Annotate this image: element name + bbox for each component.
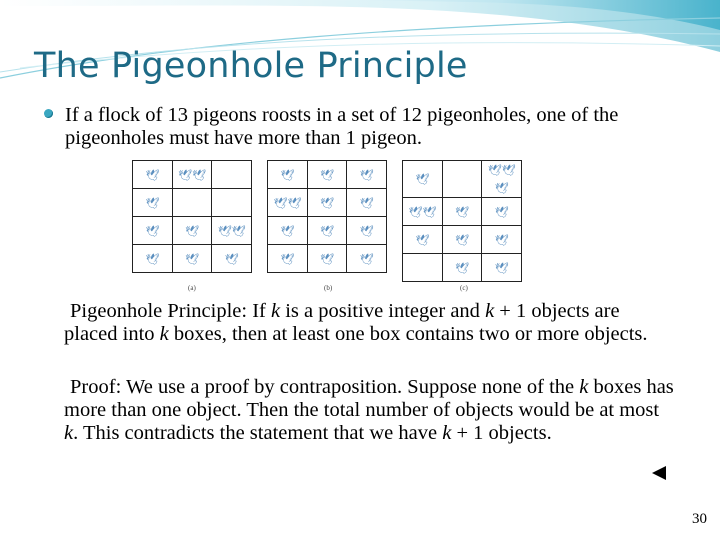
pigeon-icon: 🕊 bbox=[280, 252, 295, 266]
variable-k: k bbox=[442, 422, 452, 444]
grid-row bbox=[268, 189, 387, 217]
pigeon-icon: 🕊 bbox=[185, 252, 199, 266]
pigeonhole-cell bbox=[442, 254, 482, 282]
pigeonhole-cell bbox=[403, 226, 443, 254]
pigeon-icon: 🕊 bbox=[185, 224, 199, 238]
pigeonhole-cell bbox=[482, 161, 522, 198]
pigeonhole-cell bbox=[307, 161, 347, 189]
pigeonhole-cell bbox=[212, 161, 252, 189]
principle-label: Pigeonhole Principle bbox=[70, 300, 242, 322]
principle-text: boxes, then at least one box contains two or more objects. bbox=[168, 323, 648, 345]
pigeonhole-cell bbox=[347, 245, 387, 273]
principle-paragraph bbox=[64, 300, 674, 346]
grid-row bbox=[268, 245, 387, 273]
pigeon-icon: 🕊 bbox=[320, 224, 334, 238]
pigeon-icon: 🕊 bbox=[145, 252, 160, 266]
variable-k: k bbox=[64, 422, 74, 444]
pigeon-icon: 🕊 bbox=[494, 261, 509, 275]
pigeonhole-cell bbox=[133, 161, 173, 189]
pigeon-icon: 🕊 bbox=[494, 205, 509, 219]
pigeonhole-cell bbox=[268, 217, 308, 245]
pigeonhole-cell bbox=[307, 245, 347, 273]
pigeon-icon: 🕊 bbox=[415, 173, 430, 186]
proof-text: . This contradicts the statement that we have bbox=[73, 422, 443, 444]
grid-row bbox=[268, 217, 387, 245]
figure-caption-c: (c) bbox=[460, 284, 468, 292]
grid-row bbox=[133, 217, 252, 245]
variable-k: k bbox=[271, 300, 281, 322]
pigeon-icon: 🕊 bbox=[422, 205, 437, 219]
pigeonhole-grid-b bbox=[267, 160, 387, 273]
principle-text: : If bbox=[241, 300, 271, 322]
pigeonhole-cell bbox=[403, 161, 443, 198]
pigeon-icon: 🕊 bbox=[359, 252, 374, 266]
pigeonhole-cell bbox=[212, 217, 252, 245]
pigeonhole-cell bbox=[482, 198, 522, 226]
pigeon-icon: 🕊 bbox=[145, 196, 160, 210]
pigeonhole-cell bbox=[172, 245, 212, 273]
pigeon-icon: 🕊 bbox=[455, 233, 469, 247]
grid-row bbox=[403, 161, 522, 198]
pigeonhole-cell bbox=[172, 217, 212, 245]
grid-row bbox=[133, 161, 252, 189]
pigeon-icon: 🕊 bbox=[280, 224, 295, 238]
pigeonhole-grid-c bbox=[402, 160, 522, 282]
pigeon-icon: 🕊 bbox=[320, 252, 334, 266]
pigeonhole-cell bbox=[172, 161, 212, 189]
pigeon-icon: 🕊 bbox=[320, 168, 334, 182]
pigeonhole-cell bbox=[268, 161, 308, 189]
bullet-text: If a flock of 13 pigeons roosts in a set of 12 pigeonholes, one of the pigeonholes must have more than 1 pigeon. bbox=[65, 104, 619, 149]
grid-row bbox=[268, 161, 387, 189]
pigeonhole-cell bbox=[442, 161, 482, 198]
pigeonhole-grid-a bbox=[132, 160, 252, 273]
pigeon-icon: 🕊 bbox=[320, 196, 334, 210]
pigeonhole-cell bbox=[268, 189, 308, 217]
pigeonhole-figure bbox=[130, 160, 524, 296]
variable-k: k bbox=[159, 323, 169, 345]
figure-caption-b: (b) bbox=[324, 284, 333, 292]
variable-k: k bbox=[485, 300, 495, 322]
proof-label: Proof bbox=[70, 376, 116, 398]
grid-row bbox=[403, 198, 522, 226]
pigeon-icon: 🕊 bbox=[359, 224, 374, 238]
pigeon-icon: 🕊 bbox=[287, 196, 302, 210]
pigeonhole-cell bbox=[307, 189, 347, 217]
grid-row bbox=[403, 254, 522, 282]
principle-text: + 1 objects are placed into bbox=[64, 300, 620, 345]
grid-row bbox=[133, 245, 252, 273]
pigeonhole-cell bbox=[133, 189, 173, 217]
pigeon-icon: 🕊 bbox=[359, 168, 374, 182]
pigeon-icon: 🕊 bbox=[494, 233, 509, 247]
bullet-icon bbox=[44, 109, 53, 118]
pigeon-icon: 🕊 bbox=[501, 164, 516, 177]
pigeon-icon: 🕊 bbox=[455, 205, 469, 219]
pigeon-icon: 🕊 bbox=[224, 252, 239, 266]
pigeonhole-cell bbox=[268, 245, 308, 273]
pigeonhole-cell bbox=[347, 161, 387, 189]
slide-title: The Pigeonhole Principle bbox=[34, 46, 468, 86]
pigeonhole-cell bbox=[212, 245, 252, 273]
pigeon-icon: 🕊 bbox=[487, 164, 502, 177]
pigeonhole-cell bbox=[403, 198, 443, 226]
slide-number: 30 bbox=[692, 511, 707, 527]
pigeon-icon: 🕊 bbox=[359, 196, 374, 210]
back-arrow-icon[interactable] bbox=[652, 466, 666, 480]
pigeon-icon: 🕊 bbox=[231, 224, 246, 238]
proof-text: boxes has more than one object. Then the total number of objects would be at most bbox=[64, 376, 674, 421]
principle-text: is a positive integer and bbox=[280, 300, 486, 322]
proof-text: + 1 objects. bbox=[451, 422, 552, 444]
pigeonhole-cell bbox=[482, 226, 522, 254]
pigeon-icon: 🕊 bbox=[408, 205, 423, 219]
pigeon-icon: 🕊 bbox=[455, 261, 469, 275]
pigeon-icon: 🕊 bbox=[145, 168, 160, 182]
pigeonhole-cell bbox=[172, 189, 212, 217]
figure-caption-a: (a) bbox=[188, 284, 196, 292]
pigeonhole-cell bbox=[347, 189, 387, 217]
pigeonhole-cell bbox=[133, 245, 173, 273]
pigeonhole-cell bbox=[212, 189, 252, 217]
proof-text: : We use a proof by contraposition. Suppose none of the bbox=[115, 376, 580, 398]
proof-paragraph bbox=[64, 376, 674, 445]
pigeonhole-cell bbox=[442, 226, 482, 254]
variable-k: k bbox=[579, 376, 589, 398]
grid-row bbox=[133, 189, 252, 217]
grid-row bbox=[403, 226, 522, 254]
pigeon-icon: 🕊 bbox=[280, 168, 295, 182]
pigeon-icon: 🕊 bbox=[191, 168, 206, 182]
pigeon-icon: 🕊 bbox=[494, 182, 509, 195]
pigeonhole-cell bbox=[442, 198, 482, 226]
pigeonhole-cell bbox=[482, 254, 522, 282]
pigeonhole-cell bbox=[307, 217, 347, 245]
pigeonhole-cell bbox=[133, 217, 173, 245]
pigeon-icon: 🕊 bbox=[415, 233, 430, 247]
pigeon-icon: 🕊 bbox=[273, 196, 288, 210]
pigeon-icon: 🕊 bbox=[145, 224, 160, 238]
pigeon-icon: 🕊 bbox=[178, 168, 192, 182]
pigeonhole-cell bbox=[347, 217, 387, 245]
pigeonhole-cell bbox=[403, 254, 443, 282]
pigeon-icon: 🕊 bbox=[217, 224, 232, 238]
